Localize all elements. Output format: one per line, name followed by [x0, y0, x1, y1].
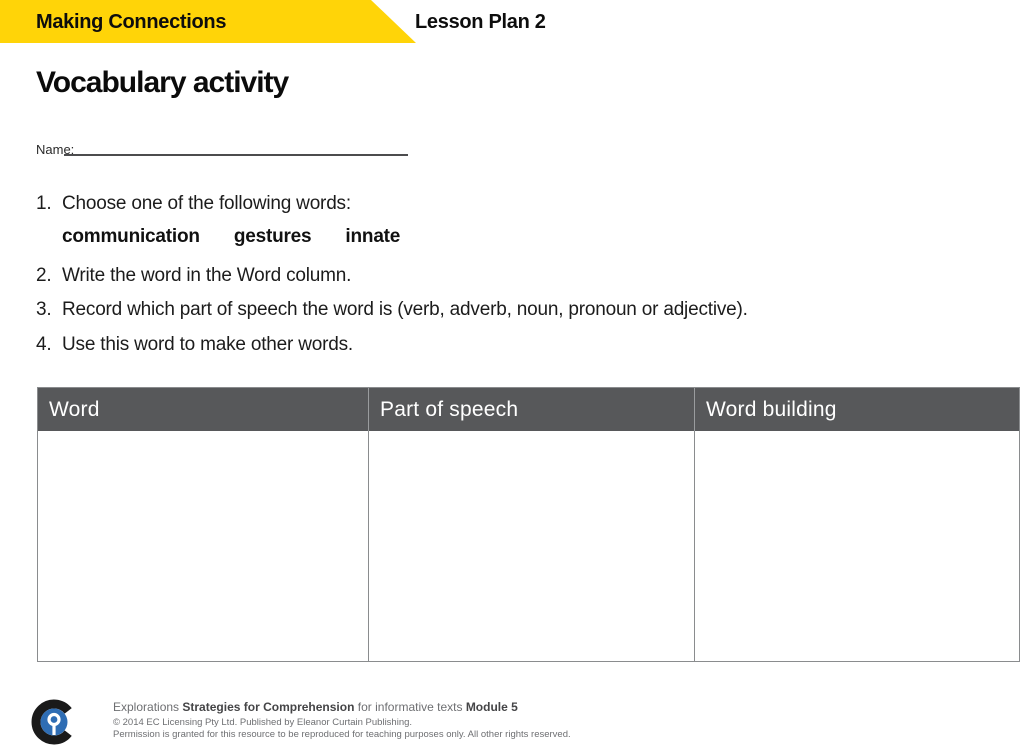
name-input-line[interactable]	[64, 140, 408, 156]
footer-series-label: Explorations	[113, 700, 180, 714]
word-choice-gestures: gestures	[233, 226, 312, 247]
footer-permission: Permission is granted for this resource to be reproduced for teaching purposes only. All other rights reserved.	[113, 729, 571, 740]
column-header-part-of-speech: Part of speech	[368, 388, 694, 431]
table-cell-word[interactable]	[38, 431, 368, 661]
table-header-row	[38, 388, 1019, 431]
ec-publishing-logo	[31, 699, 77, 745]
footer-module-label: Module 5	[465, 700, 518, 714]
footer-series-title: Strategies for Comprehension	[182, 700, 355, 714]
instruction-1-number: 1.	[36, 193, 52, 214]
instruction-3	[36, 299, 748, 321]
table-cell-part-of-speech[interactable]	[368, 431, 694, 661]
instruction-2-number: 2.	[36, 265, 52, 286]
series-title: Making Connections	[36, 11, 227, 33]
footer-copyright: © 2014 EC Licensing Pty Ltd. Published by Eleanor Curtain Publishing.	[113, 717, 413, 728]
name-label: Name:	[36, 142, 75, 157]
table-cell-word-building[interactable]	[694, 431, 1019, 661]
word-choice-innate: innate	[345, 226, 401, 247]
instruction-2-text: Write the word in the Word column.	[62, 265, 352, 286]
instruction-1	[36, 193, 351, 215]
column-header-word: Word	[49, 398, 100, 421]
footer-series-line	[113, 700, 518, 714]
instruction-3-number: 3.	[36, 299, 52, 320]
lesson-plan-label: Lesson Plan 2	[415, 11, 546, 33]
instruction-4-text: Use this word to make other words.	[62, 334, 353, 355]
instruction-1-text: Choose one of the following words:	[62, 193, 351, 214]
word-choice-communication: communication	[62, 226, 200, 247]
table-row	[38, 431, 1019, 661]
instruction-2	[36, 265, 351, 287]
word-choices	[62, 226, 400, 248]
logo-keyhole-stem	[52, 724, 55, 735]
instruction-3-text: Record which part of speech the word is (verb, adverb, noun, pronoun or adjective).	[62, 299, 748, 320]
vocabulary-table	[37, 387, 1020, 662]
page-title: Vocabulary activity	[36, 66, 289, 99]
footer-series-suffix: for informative texts	[357, 700, 463, 714]
instruction-4	[36, 334, 353, 356]
column-header-word-building: Word building	[694, 388, 1019, 431]
instruction-4-number: 4.	[36, 334, 52, 355]
